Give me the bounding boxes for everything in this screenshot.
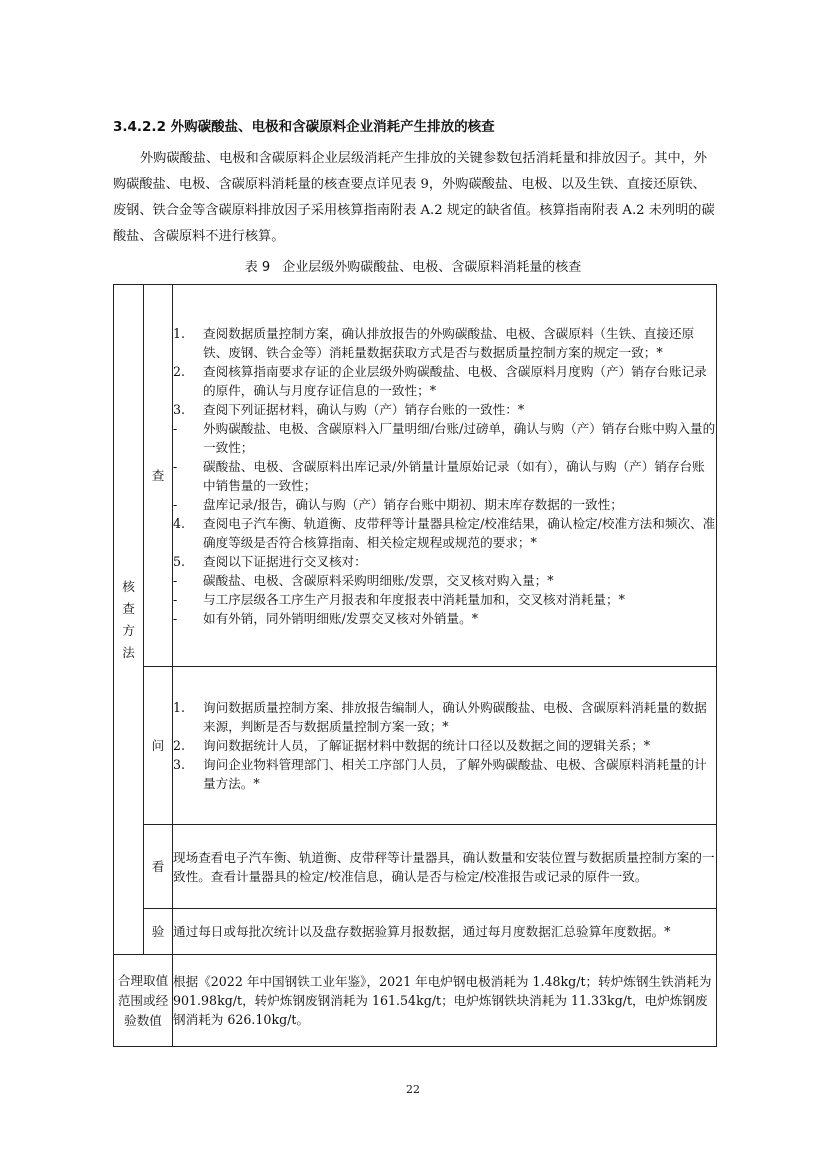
list-item: [173, 419, 716, 457]
list-marker: 2.: [173, 363, 186, 379]
list-item: [173, 755, 716, 793]
ask-list: [173, 698, 716, 793]
list-item: [173, 552, 716, 571]
list-marker: -: [173, 420, 178, 436]
list-item-text: 查阅核算指南要求存证的企业层级外购碳酸盐、电极、含碳原料月度购（产）销存台账记录的原件，确认与月度存证信息的一致性；*: [203, 363, 707, 398]
list-item-text: 碳酸盐、电极、含碳原料采购明细账/发票，交叉核对购入量；*: [203, 572, 554, 588]
list-item-text: 盘库记录/报告，确认与购（产）销存台账中期初、期末库存数据的一致性；: [203, 496, 623, 512]
range-label-cell: [114, 955, 173, 1047]
list-marker: -: [173, 572, 178, 588]
range-label-line-1: 合理取值: [117, 972, 169, 988]
list-item-text: 如有外销，同外销明细账/发票交叉核对外销量。*: [203, 610, 479, 626]
list-item: [173, 609, 716, 628]
list-marker: -: [173, 591, 178, 607]
list-item-text: 查阅电子汽车衡、轨道衡、皮带秤等计量器具检定/校准结果，确认检定/校准方法和频次、准确度等级是否符合核算指南、相关检定规程或规范的要求；*: [203, 515, 716, 550]
list-marker: 1.: [173, 700, 186, 715]
list-item-text: 询问数据质量控制方案、排放报告编制人，确认外购碳酸盐、电极、含碳原料消耗量的数据来源，判断是否与数据质量控制方案一致；*: [203, 700, 707, 734]
section-heading: 3.4.2.2 外购碳酸盐、电极和含碳原料企业消耗产生排放的核查: [113, 119, 495, 135]
check-list: [173, 324, 716, 628]
list-item-text: 碳酸盐、电极、含碳原料出库记录/外销量计量原始记录（如有），确认与购（产）销存台账中销售量的一致性；: [203, 458, 705, 493]
list-item: [173, 571, 716, 590]
table-caption-title: 企业层级外购碳酸盐、电极、含碳原料消耗量的核查: [282, 260, 582, 275]
list-marker: 4.: [173, 515, 186, 531]
list-item: [173, 590, 716, 609]
list-item: [173, 514, 716, 552]
table-caption: [0, 256, 826, 275]
list-item: [173, 698, 716, 736]
list-item: [173, 400, 716, 419]
verify-label-cell: [144, 909, 173, 955]
look-label-cell: [144, 825, 173, 909]
method-label-cell: [114, 285, 144, 955]
list-item-text: 外购碳酸盐、电极、含碳原料入厂量明细/台账/过磅单，确认与购（产）销存台账中购入量的一致性；: [203, 420, 716, 455]
list-marker: 3.: [173, 401, 186, 417]
list-item-text: 查阅下列证据材料，确认与购（产）销存台账的一致性：*: [203, 401, 525, 417]
list-marker: -: [173, 458, 178, 474]
list-item: [173, 495, 716, 514]
verify-label: 验: [151, 924, 165, 939]
list-item: [173, 362, 716, 400]
ask-content: [173, 667, 717, 825]
ask-label-cell: [144, 667, 173, 825]
list-item-text: 查阅数据质量控制方案，确认排放报告的外购碳酸盐、电极、含碳原料（生铁、直接还原铁、废钢、铁合金等）消耗量数据获取方式是否与数据质量控制方案的规定一致；*: [203, 325, 695, 360]
table-caption-number: 表 9: [244, 260, 271, 275]
list-marker: -: [173, 496, 178, 512]
check-content: [173, 285, 717, 667]
list-marker: -: [173, 610, 178, 626]
list-marker: 3.: [173, 757, 186, 772]
verification-table: [113, 284, 717, 1047]
range-content: 根据《2022 年中国钢铁工业年鉴》，2021 年电炉钢电极消耗为 1.48kg/t；转炉炼钢生铁消耗为 901.98kg/t，转炉炼钢废钢消耗为 161.54kg/t；电炉炼钢铁块消耗为 11.33kg/t，电炉炼钢废钢消耗为 626.10kg/t。: [173, 955, 717, 1047]
check-label-cell: [144, 285, 173, 667]
page-number: 22: [406, 1083, 420, 1096]
look-content: 现场查看电子汽车衡、轨道衡、皮带秤等计量器具，确认数量和安装位置与数据质量控制方案的一致性。查看计量器具的检定/校准信息，确认是否与检定/校准报告或记录的原件一致。: [173, 825, 717, 909]
list-item-text: 询问数据统计人员，了解证据材料中数据的统计口径以及数据之间的逻辑关系；*: [203, 738, 651, 753]
list-item-text: 与工序层级各工序生产月报表和年度报表中消耗量加和，交叉核对消耗量；*: [203, 591, 625, 607]
list-item: [173, 736, 716, 755]
range-label-line-2: 范围或经: [117, 992, 169, 1008]
list-item-text: 询问企业物料管理部门、相关工序部门人员，了解外购碳酸盐、电极、含碳原料消耗量的计量方法。*: [203, 757, 707, 791]
intro-paragraph: 外购碳酸盐、电极和含碳原料企业层级消耗产生排放的关键参数包括消耗量和排放因子。其中，外购碳酸盐、电极、含碳原料消耗量的核查要点详见表 9，外购碳酸盐、电极、以及生铁、直接还原铁、废钢、铁合金等含碳原料排放因子采用核算指南附表 A.2 规定的缺省值。核算指南附表 A.2 未列明的碳酸盐、含碳原料不进行核算。: [113, 151, 715, 244]
range-label-line-3: 验数值: [124, 1012, 162, 1028]
list-marker: 1.: [173, 325, 186, 341]
ask-label: 问: [151, 738, 165, 753]
look-label: 看: [151, 859, 165, 874]
method-label: 核查方法: [122, 578, 135, 660]
check-label: 查: [151, 468, 165, 483]
list-marker: 2.: [173, 738, 186, 753]
list-marker: 5.: [173, 553, 186, 569]
list-item-text: 查阅以下证据进行交叉核对：: [203, 553, 367, 569]
verify-content: 通过每日或每批次统计以及盘存数据验算月报数据，通过每月度数据汇总验算年度数据。*: [173, 909, 717, 955]
list-item: [173, 457, 716, 495]
list-item: [173, 324, 716, 362]
